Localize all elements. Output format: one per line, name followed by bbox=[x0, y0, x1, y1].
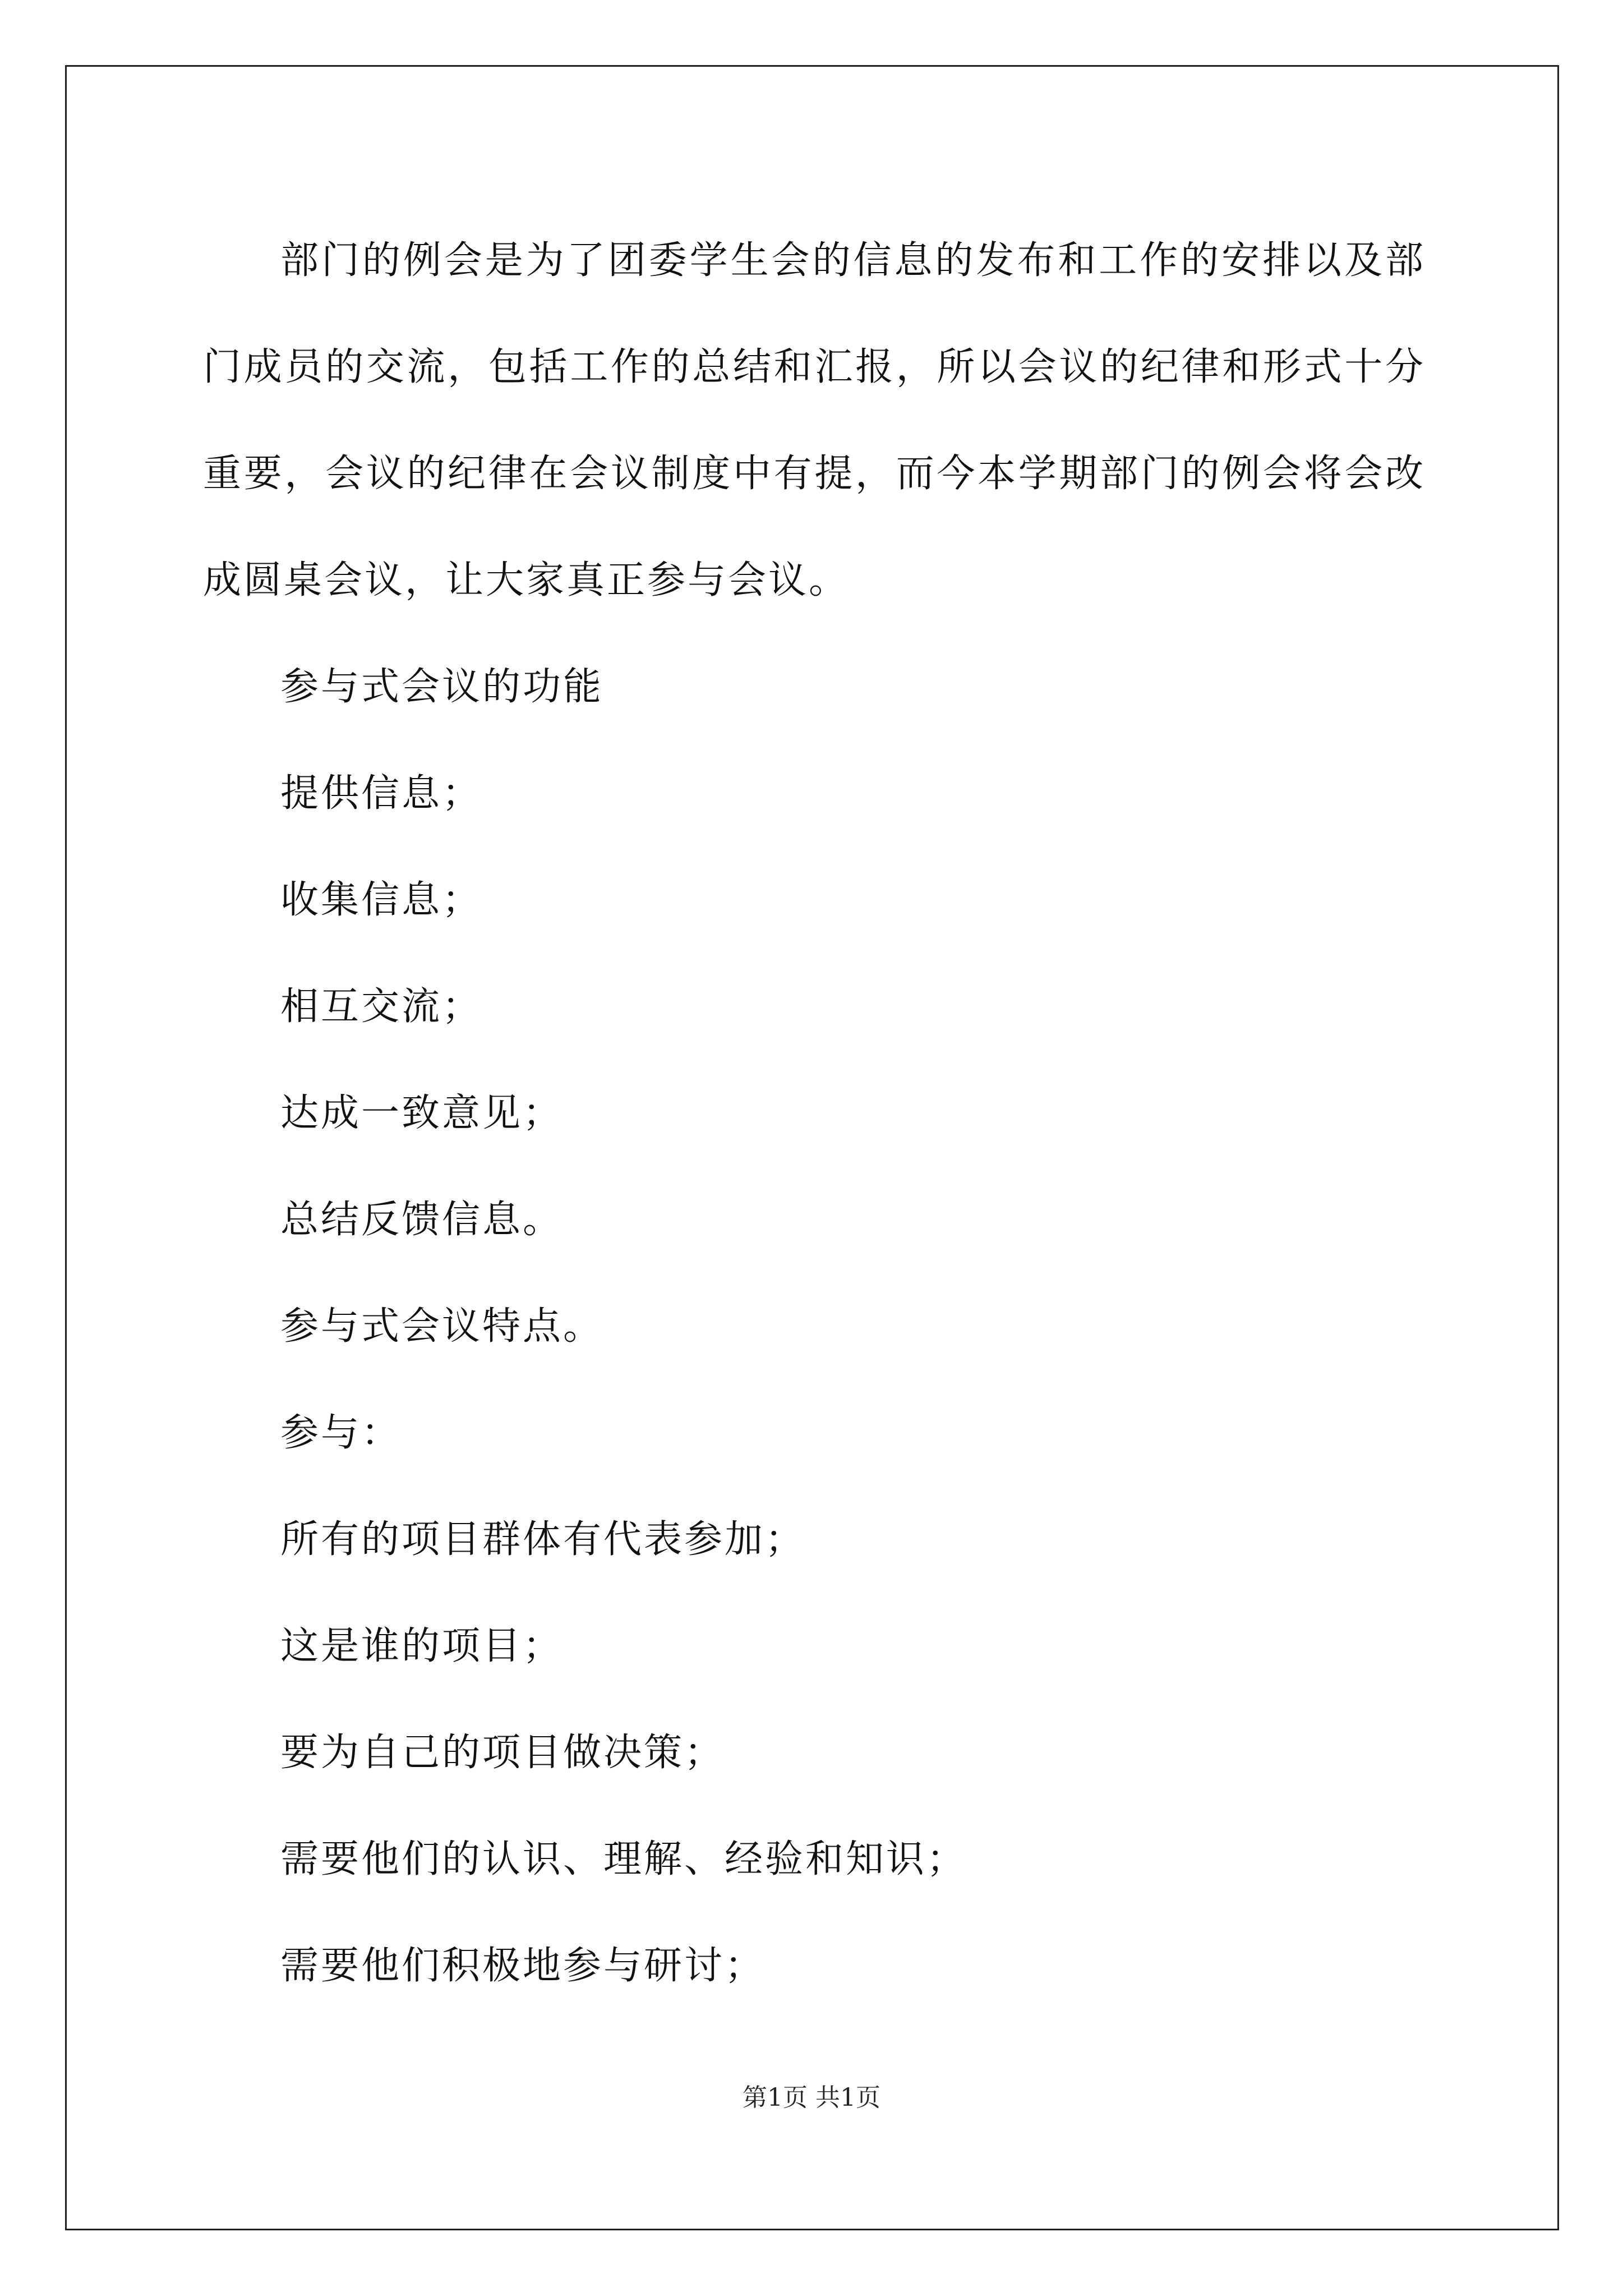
list-item: 参与式会议特点。 bbox=[280, 1304, 604, 1349]
list-item: 提供信息； bbox=[280, 771, 483, 816]
list-item: 参与： bbox=[280, 1411, 402, 1455]
list-item: 这是谁的项目； bbox=[280, 1624, 564, 1668]
list-item: 收集信息； bbox=[280, 878, 483, 922]
intro-paragraph: 部门的例会是为了团委学生会的信息的发布和工作的安排以及部门成员的交流，包括工作的总结和汇报，所以会议的纪律和形式十分重要，会议的纪律在会议制度中有提，而今本学期部门的例会将会改成圆桌会议，让大家真正参与会议。 bbox=[203, 238, 1426, 602]
list-item: 参与式会议的功能 bbox=[280, 665, 604, 709]
list-item: 达成一致意见； bbox=[280, 1091, 564, 1135]
list-item: 需要他们积极地参与研讨； bbox=[280, 1944, 766, 1988]
list-item: 需要他们的认识、理解、经验和知识； bbox=[280, 1837, 967, 1881]
list-item: 总结反馈信息。 bbox=[280, 1198, 564, 1242]
page-number-footer: 第1页 共1页 bbox=[743, 2083, 880, 2112]
list-item: 要为自己的项目做决策； bbox=[280, 1731, 725, 1775]
list-item: 所有的项目群体有代表参加； bbox=[280, 1517, 806, 1562]
document-body bbox=[203, 208, 1426, 2019]
list-item: 相互交流； bbox=[280, 984, 483, 1029]
